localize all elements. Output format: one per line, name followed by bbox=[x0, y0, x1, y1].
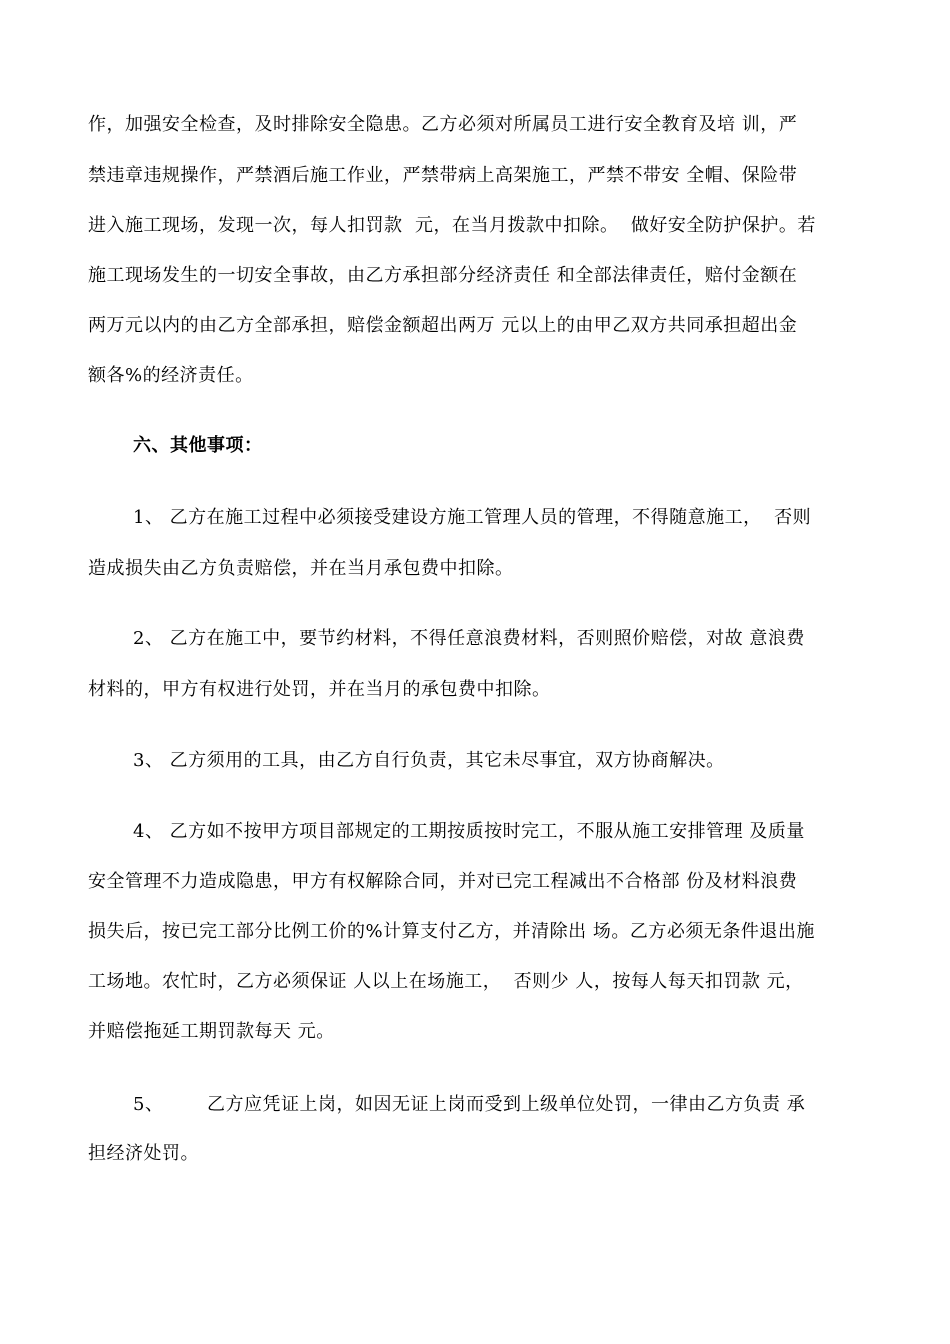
list-item-line: 工场地。农忙时，乙方必须保证 人以上在场施工， 否则少 人，按每人每天扣罚款 元， bbox=[88, 971, 804, 992]
list-item-line: 损失后，按已完工部分比例工价的%计算支付乙方，并清除出 场。乙方必须无条件退出施 bbox=[88, 921, 815, 942]
paragraph-line: 禁违章违规操作，严禁酒后施工作业，严禁带病上高架施工，严禁不带安 全帽、保险带 bbox=[88, 165, 798, 186]
list-item-line: 3、 乙方须用的工具，由乙方自行负责，其它未尽事宜，双方协商解决。 bbox=[133, 750, 725, 771]
paragraph-line: 进入施工现场，发现一次，每人扣罚款 元，在当月拨款中扣除。 做好安全防护保护。若 bbox=[88, 215, 816, 236]
list-item-line: 1、 乙方在施工过程中必须接受建设方施工管理人员的管理，不得随意施工， 否则 bbox=[133, 507, 812, 528]
paragraph-line: 施工现场发生的一切安全事故，由乙方承担部分经济责任 和全部法律责任，赔付金额在 bbox=[88, 265, 798, 286]
paragraph-line: 作，加强安全检查，及时排除安全隐患。乙方必须对所属员工进行安全教育及培 训，严 bbox=[88, 114, 798, 135]
paragraph-line: 两万元以内的由乙方全部承担，赔偿金额超出两万 元以上的由甲乙双方共同承担超出金 bbox=[88, 315, 798, 336]
paragraph-line: 额各%的经济责任。 bbox=[88, 365, 254, 386]
list-item-line: 材料的，甲方有权进行处罚，并在当月的承包费中扣除。 bbox=[88, 679, 551, 700]
list-item-line: 2、 乙方在施工中，要节约材料，不得任意浪费材料，否则照价赔偿，对故 意浪费 bbox=[133, 628, 805, 649]
list-item-line: 并赔偿拖延工期罚款每天 元。 bbox=[88, 1021, 335, 1042]
list-item-line: 4、 乙方如不按甲方项目部规定的工期按质按时完工，不服从施工安排管理 及质量 bbox=[133, 821, 805, 842]
section-heading: 六、其他事项： bbox=[133, 435, 263, 456]
list-item-line: 安全管理不力造成隐患，甲方有权解除合同，并对已完工程减出不合格部 份及材料浪费 bbox=[88, 871, 798, 892]
list-item-line: 担经济处罚。 bbox=[88, 1143, 199, 1164]
list-item-line: 造成损失由乙方负责赔偿，并在当月承包费中扣除。 bbox=[88, 558, 514, 579]
list-item-line: 5、 乙方应凭证上岗，如因无证上岗而受到上级单位处罚，一律由乙方负责 承 bbox=[133, 1094, 806, 1115]
